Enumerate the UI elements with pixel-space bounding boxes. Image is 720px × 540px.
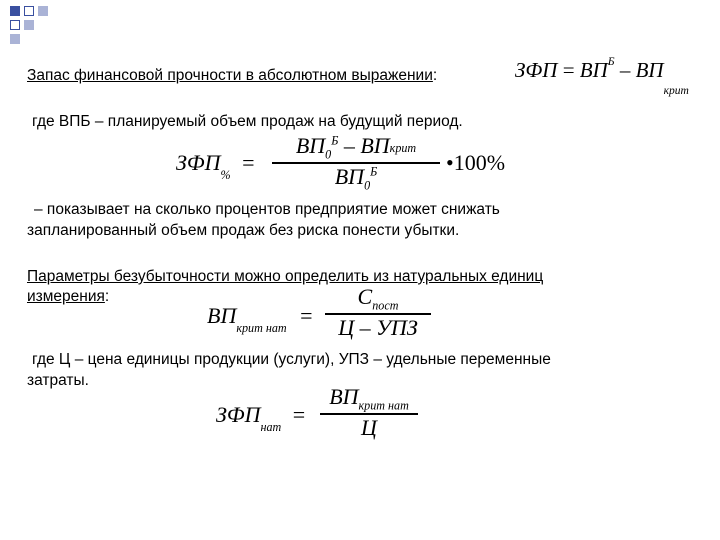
subscript: нат (260, 420, 282, 435)
colon: : (104, 288, 110, 305)
equals-sign: = (242, 150, 255, 175)
formula-term: ВП (579, 58, 608, 82)
subscript: 0 (364, 178, 371, 193)
label-text: Запас финансовой прочности в абсолютном выражении (27, 67, 433, 84)
formula-lhs: ЗФП (176, 150, 221, 175)
fraction-denominator: Ц (361, 414, 377, 440)
formula-lhs: ВП (207, 303, 237, 328)
subscript: 0 (325, 147, 332, 162)
percent-explanation-line2: запланированный объем продаж без риска понести убытки. (27, 222, 460, 239)
equals-sign: = (300, 303, 313, 328)
formula-absolute (515, 56, 689, 98)
formula-natural-fraction (320, 384, 418, 441)
formula-breakeven-lhs (207, 303, 313, 336)
breakeven-intro-line2 (27, 286, 109, 307)
label-text: измерения (27, 288, 105, 305)
subscript: % (220, 168, 231, 183)
superscript: Б (607, 56, 615, 68)
label-text: Параметры безубыточности можно определить из натуральных единиц (27, 268, 544, 285)
fraction-denominator (335, 164, 378, 193)
fraction-numerator (358, 284, 399, 313)
corner-square (10, 20, 20, 30)
equals-sign: = (562, 58, 575, 82)
formula-term: ВП (329, 384, 359, 409)
colon: : (432, 67, 438, 84)
percent-explanation-line1: – показывает на сколько процентов предприятие может снижать (34, 201, 500, 218)
corner-square (24, 20, 34, 30)
formula-term: ВП (635, 58, 664, 82)
subscript: крит (389, 141, 417, 156)
formula-term: ВП (334, 163, 365, 189)
formula-breakeven-fraction (325, 284, 431, 341)
superscript: Б (331, 133, 339, 148)
corner-decoration (0, 0, 60, 45)
formula-natural-lhs (216, 402, 306, 435)
formula-lhs: ЗФП (515, 58, 558, 82)
corner-square (10, 6, 20, 16)
formula-percent-fraction (272, 133, 440, 193)
formula-lhs: ЗФП (216, 402, 261, 427)
vpb-definition: где ВПБ – планируемый объем продаж на будущий период. (32, 113, 463, 130)
subscript: крит нат (236, 321, 287, 336)
breakeven-intro-line1 (27, 266, 543, 287)
formula-percent-lhs (176, 150, 255, 183)
fraction-numerator (296, 133, 416, 162)
corner-square (24, 6, 34, 16)
formula-term: ВП (295, 133, 326, 158)
price-definition-line1: где Ц – цена единицы продукции (услуги), УПЗ – удельные переменные (32, 351, 551, 368)
corner-square (38, 6, 48, 16)
fraction-denominator: Ц – УПЗ (338, 314, 418, 340)
formula-term: С (357, 284, 373, 309)
minus-sign: – (619, 58, 631, 82)
equals-sign: = (292, 402, 306, 427)
corner-square (10, 34, 20, 44)
superscript: Б (370, 164, 378, 179)
formula-term: – ВП (343, 133, 390, 158)
times-hundred-percent: •100% (446, 150, 506, 175)
price-definition-line2: затраты. (27, 372, 89, 389)
fraction-numerator (329, 384, 409, 413)
subscript: крит (663, 85, 689, 98)
safety-margin-absolute-label (27, 65, 437, 86)
subscript: пост (372, 298, 399, 313)
subscript: крит нат (358, 398, 409, 413)
